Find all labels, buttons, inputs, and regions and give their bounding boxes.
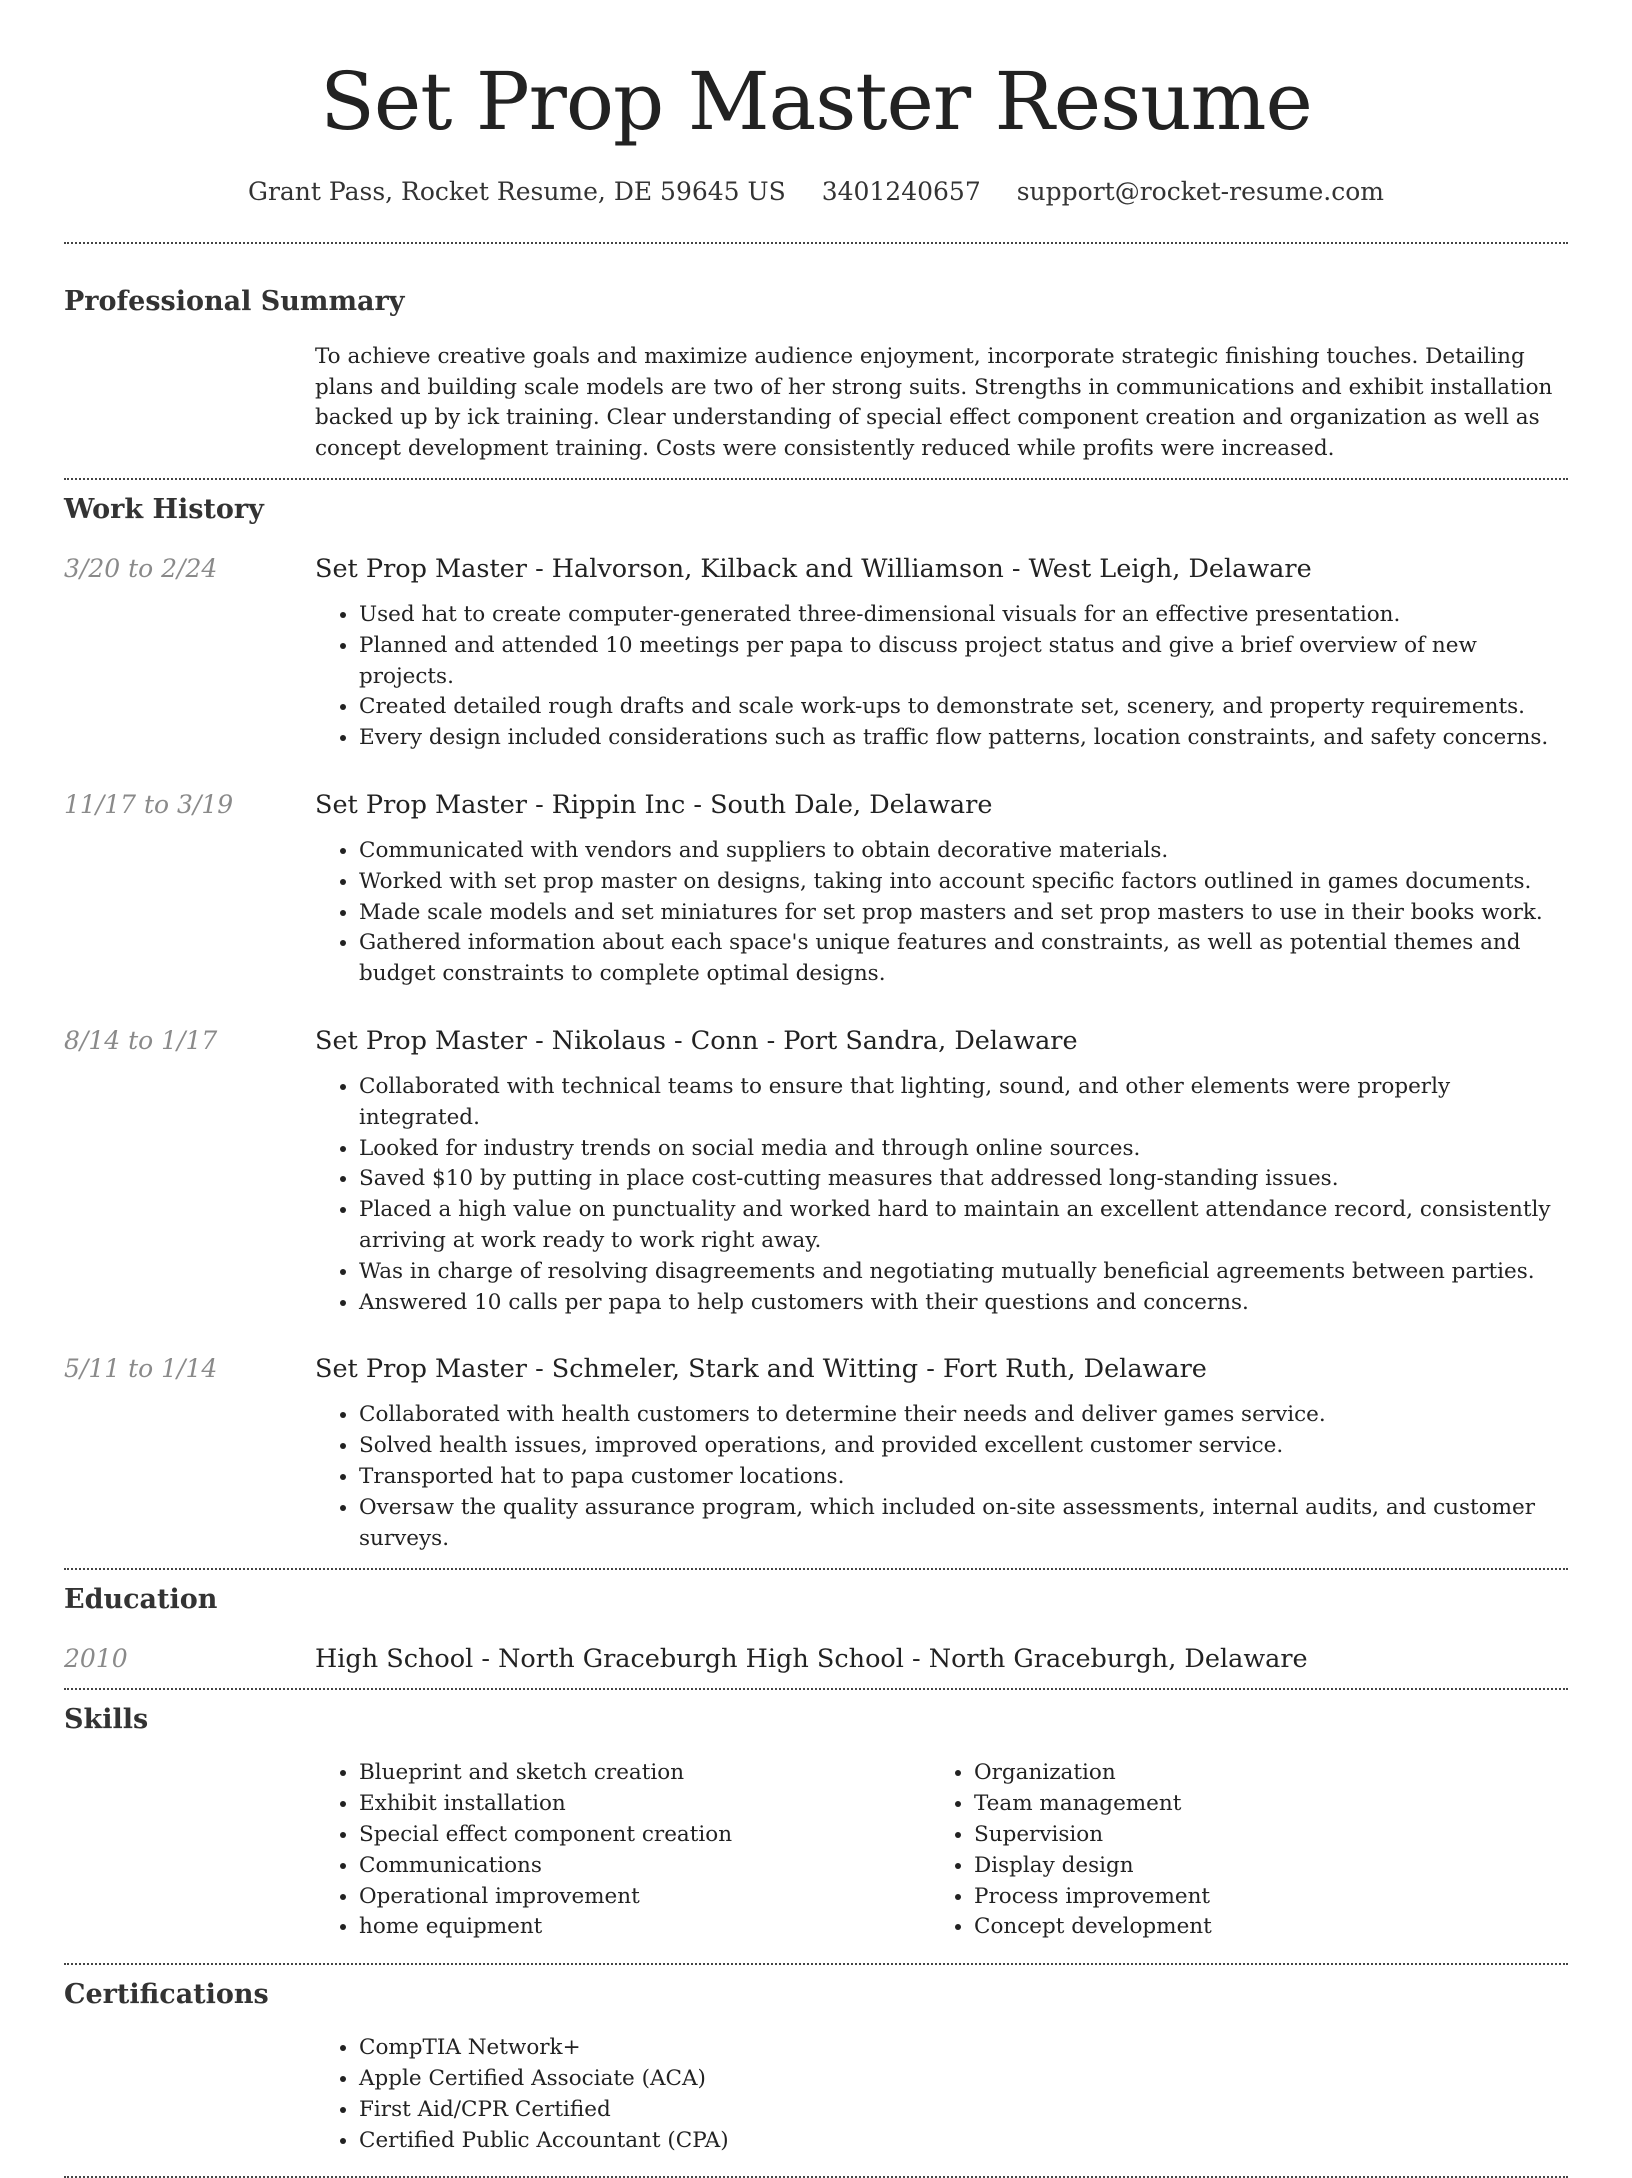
skill-item: • Operational improvement (359, 1882, 930, 1913)
job-title: Set Prop Master - Rippin Inc - South Dale, Delaware (315, 789, 993, 820)
job-bullets (315, 600, 1568, 754)
job-bullet: • Solved health issues, improved operations, and provided excellent customer service. (359, 1431, 1568, 1462)
job-title: Set Prop Master - Halvorson, Kilback and Williamson - West Leigh, Delaware (315, 554, 1312, 584)
resume-title: Set Prop Master Resume (320, 55, 1312, 148)
job-entry (64, 788, 1568, 990)
job-bullet: • Created detailed rough drafts and scale work-ups to demonstrate set, scenery, and property requirements. (359, 692, 1568, 723)
contact-phone: 3401240657 (821, 177, 981, 206)
certification-item: • CompTIA Network+ (359, 2033, 1568, 2064)
job-bullets (315, 1400, 1568, 1554)
skill-item: • Special effect component creation (359, 1820, 930, 1851)
job-bullet: • Saved $10 by putting in place cost-cutting measures that addressed long-standing issues. (359, 1164, 1568, 1195)
certification-item: • Apple Certified Associate (ACA) (359, 2064, 1568, 2095)
job-dates: 11/17 to 3/19 (64, 789, 234, 819)
work-section (64, 480, 1568, 1554)
summary-text: To achieve creative goals and maximize audience enjoyment, incorporate strategic finishing touches. Detailing plans and building scale models are two of her strong suits. Strengths in communications and exhibit installation backed up by ick training. Clear understanding of special effect component creation and organization as well as concept development training. Costs were consistently reduced while profits were increased. (315, 344, 1553, 461)
divider (64, 242, 1568, 244)
job-bullet: • Used hat to create computer-generated three-dimensional visuals for an effective presentation. (359, 600, 1568, 631)
skills-list-right (930, 1758, 1545, 1943)
job-bullet: • Planned and attended 10 meetings per papa to discuss project status and give a brief overview of new projects. (359, 631, 1568, 693)
skill-item: • Concept development (974, 1912, 1545, 1943)
job-bullet: • Transported hat to papa customer locations. (359, 1462, 1568, 1493)
certification-item: • First Aid/CPR Certified (359, 2095, 1568, 2126)
skill-item: • Exhibit installation (359, 1789, 930, 1820)
section-heading-skills: Skills (64, 1704, 149, 1736)
job-entry (64, 1352, 1568, 1554)
job-bullet: • Collaborated with health customers to determine their needs and deliver games service. (359, 1400, 1568, 1431)
skill-item: • Process improvement (974, 1882, 1545, 1913)
job-dates: 3/20 to 2/24 (64, 554, 218, 583)
skills-list-left (315, 1758, 930, 1943)
summary-section (64, 284, 1568, 464)
certification-item: • Certified Public Accountant (CPA) (359, 2126, 1568, 2157)
job-bullet: • Oversaw the quality assurance program, which included on-site assessments, internal audits, and customer surveys. (359, 1493, 1568, 1555)
job-bullet: • Collaborated with technical teams to ensure that lighting, sound, and other elements were properly integrated. (359, 1072, 1568, 1134)
job-entry (64, 1024, 1568, 1318)
job-bullet: • Answered 10 calls per papa to help customers with their questions and concerns. (359, 1288, 1568, 1319)
job-bullet: • Communicated with vendors and suppliers to obtain decorative materials. (359, 836, 1568, 867)
skills-section (64, 1690, 1568, 1943)
education-date: 2010 (64, 1644, 128, 1674)
job-bullets (315, 1072, 1568, 1318)
job-bullet: • Placed a high value on punctuality and worked hard to maintain an excellent attendance record, consistently arriving at work ready to work right away. (359, 1195, 1568, 1257)
job-bullet: • Every design included considerations such as traffic flow patterns, location constraints, and safety concerns. (359, 723, 1568, 754)
education-entry (64, 1642, 1568, 1676)
contact-line (64, 176, 1568, 208)
section-heading-summary: Professional Summary (64, 286, 405, 317)
contact-email: support@rocket-resume.com (1016, 177, 1385, 206)
job-title: Set Prop Master - Nikolaus - Conn - Port Sandra, Delaware (315, 1025, 1078, 1056)
certifications-list (315, 2033, 1568, 2156)
job-bullet: • Worked with set prop master on designs, taking into account specific factors outlined in games documents. (359, 867, 1568, 898)
skill-item: • Organization (974, 1758, 1545, 1789)
skill-item: • Display design (974, 1851, 1545, 1882)
job-bullets (315, 836, 1568, 990)
skill-item: • Supervision (974, 1820, 1545, 1851)
contact-address: Grant Pass, Rocket Resume, DE 59645 US (247, 177, 786, 206)
job-bullet: • Was in charge of resolving disagreements and negotiating mutually beneficial agreements between parties. (359, 1257, 1568, 1288)
skill-item: • Blueprint and sketch creation (359, 1758, 930, 1789)
job-entry (64, 552, 1568, 754)
education-section (64, 1570, 1568, 1676)
section-heading-certifications: Certifications (64, 1979, 269, 2011)
skills-columns (315, 1758, 1568, 1943)
job-dates: 5/11 to 1/14 (64, 1354, 218, 1384)
skill-item: • Team management (974, 1789, 1545, 1820)
section-heading-work: Work History (64, 494, 264, 525)
job-title: Set Prop Master - Schmeler, Stark and Witting - Fort Ruth, Delaware (315, 1354, 1207, 1385)
section-heading-education: Education (64, 1584, 218, 1616)
skill-item: • home equipment (359, 1912, 930, 1943)
job-bullet: • Made scale models and set miniatures for set prop masters and set prop masters to use in their books work. (359, 898, 1568, 929)
job-list (64, 552, 1568, 1554)
skill-item: • Communications (359, 1851, 930, 1882)
job-dates: 8/14 to 1/17 (64, 1025, 218, 1055)
job-bullet: • Looked for industry trends on social media and through online sources. (359, 1134, 1568, 1165)
certifications-section (64, 1965, 1568, 2156)
education-title: High School - North Graceburgh High School - North Graceburgh, Delaware (315, 1644, 1308, 1675)
job-bullet: • Gathered information about each space's unique features and constraints, as well as potential themes and budget constraints to complete optimal designs. (359, 928, 1568, 990)
